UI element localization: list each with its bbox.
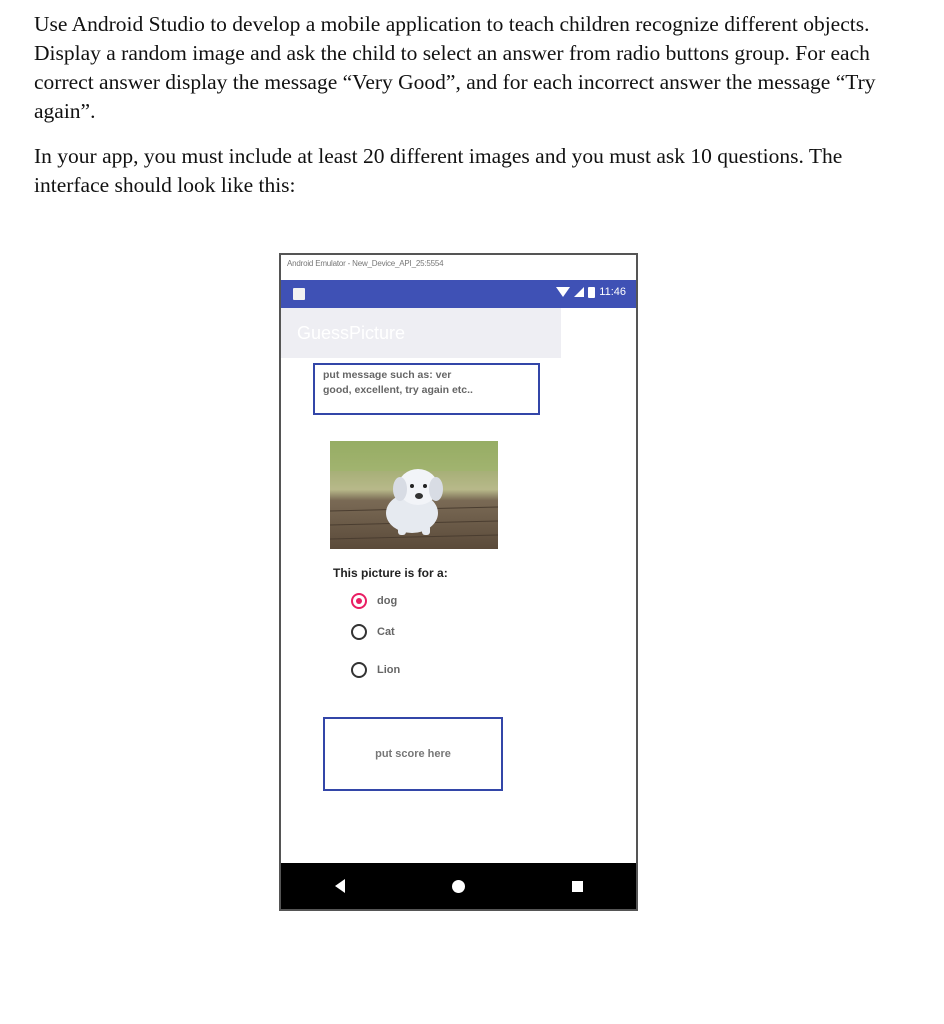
radio-button[interactable] (351, 624, 367, 640)
status-bar (281, 280, 636, 308)
score-label: put score here (375, 748, 451, 760)
radio-button[interactable] (351, 593, 367, 609)
assignment-paragraph-2: In your app, you must include at least 20 different images and you must ask 10 questions. The interface should look like this: (34, 144, 843, 197)
status-time: 11:46 (599, 286, 626, 298)
radio-option-dog[interactable] (351, 593, 397, 609)
assignment-paragraph-1: Use Android Studio to develop a mobile application to teach children recognize different objects. Display a random image and ask the child to select an answer from radio buttons group. For each correct answer display the message “Very Good”, and for each incorrect answer the message “Try again”. (34, 12, 876, 123)
message-line-2: good, excellent, try again etc.. (323, 384, 473, 396)
signal-icon (574, 287, 584, 297)
radio-label: Lion (377, 664, 401, 676)
home-icon[interactable] (452, 880, 465, 893)
radio-label: dog (377, 595, 398, 607)
emulator-title: Android Emulator - New_Device_API_25:5554 (287, 259, 444, 268)
back-icon[interactable] (335, 879, 345, 893)
wifi-icon (556, 287, 570, 297)
phone-mockup (279, 253, 638, 911)
navigation-bar (281, 863, 636, 909)
radio-option-cat[interactable] (351, 624, 395, 640)
status-icons (556, 286, 626, 298)
app-title: GuessPicture (297, 323, 406, 343)
message-textview (313, 363, 540, 415)
puppy-photo (330, 441, 498, 549)
radio-button[interactable] (351, 662, 367, 678)
recent-apps-icon[interactable] (572, 881, 583, 892)
notification-icon (293, 288, 305, 300)
battery-icon (588, 287, 595, 298)
radio-label: Cat (377, 626, 395, 638)
question-label: This picture is for a: (333, 566, 448, 580)
radio-option-lion[interactable] (351, 662, 400, 678)
score-textview (323, 717, 503, 791)
puppy-photo-illustration (330, 441, 498, 549)
message-line-1: put message such as: ver (323, 369, 452, 381)
app-bar (281, 308, 561, 358)
